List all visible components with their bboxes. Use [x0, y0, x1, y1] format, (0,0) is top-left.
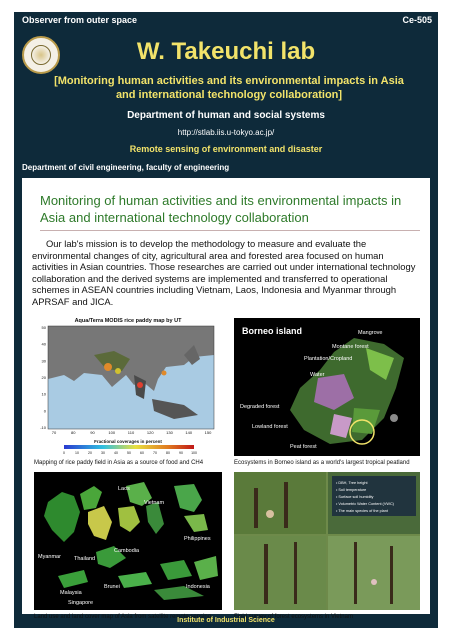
- observer-label: Observer from outer space: [22, 15, 138, 25]
- landcover-label-thailand: Thailand: [74, 556, 96, 562]
- field-note-item: • Soil temperature: [336, 488, 367, 492]
- rice-map-x-tick: 140: [185, 430, 193, 435]
- research-area: Remote sensing of environment and disaster: [129, 144, 323, 154]
- colorbar-tick: 50: [127, 451, 131, 455]
- colorbar-tick: 0: [63, 451, 65, 455]
- rice-map-y-tick: 40: [41, 341, 46, 347]
- rice-map-y-tick: 10: [41, 391, 46, 397]
- landcover-label-malaysia: Malaysia: [60, 590, 82, 596]
- borneo-ecosystem-map: [234, 318, 420, 456]
- colorbar-tick: 90: [179, 451, 183, 455]
- rice-map-y-tick: -10: [40, 425, 46, 430]
- landcover-label-brunei: Brunei: [104, 584, 120, 590]
- lab-title: W. Takeuchi lab: [136, 38, 316, 65]
- rice-paddy-map: [34, 315, 222, 455]
- landcover-label-vietnam: Vietnam: [144, 500, 165, 506]
- top-bar: [14, 12, 438, 30]
- borneo-title: Borneo island: [242, 326, 303, 336]
- borneo-caption: Ecosystems in Borneo island as a world's largest tropical peatland: [234, 460, 410, 466]
- content-panel: [22, 178, 430, 620]
- rice-map-x-tick: 100: [108, 430, 116, 435]
- field-note-item: • DBH, Tree height: [336, 481, 368, 485]
- rice-map-x-tick: 70: [51, 430, 57, 435]
- rice-map-x-tick: 150: [204, 430, 212, 435]
- mission-text: Our lab's mission is to develop the methodology to measure and evaluate the environmental changes of city, agricultural area and forested area focused on human activities in Asian countries. Those researches are carried out under international technology collaboration and the derived systems are implemented and transferred to operational schemes in ASEAN countries including Vietnam, Laos, Indonesia and Myanmar through APRSAF and JICA.: [32, 238, 416, 307]
- landcover-label-singapore: Singapore: [68, 600, 94, 606]
- colorbar-tick: 100: [191, 451, 197, 455]
- borneo-label-degraded: Degraded forest: [240, 404, 280, 410]
- faculty-label: Department of civil engineering, faculty of engineering: [22, 163, 230, 172]
- colorbar-tick: 20: [88, 451, 92, 455]
- poster-code: Ce-505: [402, 15, 432, 25]
- theme-line-2: and international technology collaboration]: [115, 89, 343, 101]
- colorbar: [64, 445, 194, 449]
- theme-line-1: [Monitoring human activities and its environmental impacts in Asia: [54, 75, 404, 87]
- rice-map-caption: Mapping of rice paddy field in Asia as a source of food and CH4: [34, 460, 204, 466]
- field-survey-caption: Field survey of forest ecosystems in Vietnam: [234, 614, 353, 620]
- heading-divider: [40, 230, 420, 231]
- borneo-label-montane: Montane forest: [332, 344, 369, 350]
- field-note-item: • The main species of the plant: [336, 509, 388, 513]
- rice-map-y-tick: 0: [43, 408, 46, 414]
- rice-map-x-tick: 120: [146, 430, 154, 435]
- field-note-item: • Surface soil humidity: [336, 495, 374, 499]
- borneo-label-mangrove: Mangrove: [358, 330, 383, 336]
- poster-frame: [14, 12, 438, 628]
- landcover-label-philippines: Philippines: [184, 536, 211, 542]
- borneo-label-water: Water: [310, 372, 325, 378]
- rice-map-x-tick: 90: [90, 430, 95, 435]
- landcover-label-myanmar: Myanmar: [38, 554, 61, 560]
- colorbar-tick: 80: [166, 451, 170, 455]
- rice-map-x-tick: 80: [71, 430, 76, 435]
- institute-footer: Institute of Industrial Science: [177, 617, 275, 624]
- borneo-label-peat: Peat forest: [290, 444, 317, 450]
- field-note-item: • Volumetric Water Content (VWC): [336, 502, 394, 506]
- rice-map-x-tick: 130: [166, 430, 173, 435]
- rice-map-title: Aqua/Terra MODIS rice paddy map by UT: [74, 318, 182, 324]
- rice-map-y-tick: 50: [41, 325, 46, 330]
- landcover-label-cambodia: Cambodia: [114, 548, 140, 554]
- colorbar-label: Fractional coverages in percent: [94, 439, 162, 444]
- colorbar-tick: 60: [140, 451, 144, 455]
- landcover-label-laos: Laos: [118, 486, 130, 492]
- colorbar-tick: 70: [153, 451, 157, 455]
- lab-url[interactable]: http://stlab.iis.u-tokyo.ac.jp/: [177, 128, 275, 137]
- landcover-label-indonesia: Indonesia: [186, 584, 210, 590]
- colorbar-tick: 40: [114, 451, 118, 455]
- rice-map-y-tick: 30: [41, 358, 46, 364]
- rice-map-y-tick: 20: [41, 375, 46, 380]
- section-heading: Monitoring of human activities and its environmental impacts in Asia and international technology collaboration: [40, 193, 402, 225]
- field-survey-photos: [234, 472, 420, 610]
- theme-title: [34, 74, 424, 102]
- rice-map-x-tick: 110: [127, 430, 135, 435]
- colorbar-tick: 30: [101, 451, 105, 455]
- department-name: Department of human and social systems: [127, 110, 325, 121]
- landcover-caption: Land use and land cover map of Asia from satellite remote sensing: [34, 614, 212, 620]
- colorbar-tick: 10: [75, 451, 79, 455]
- landcover-map: [34, 472, 222, 610]
- borneo-label-plantation: Plantation/Cropland: [304, 356, 353, 362]
- borneo-label-lowland: Lowland forest: [252, 424, 288, 430]
